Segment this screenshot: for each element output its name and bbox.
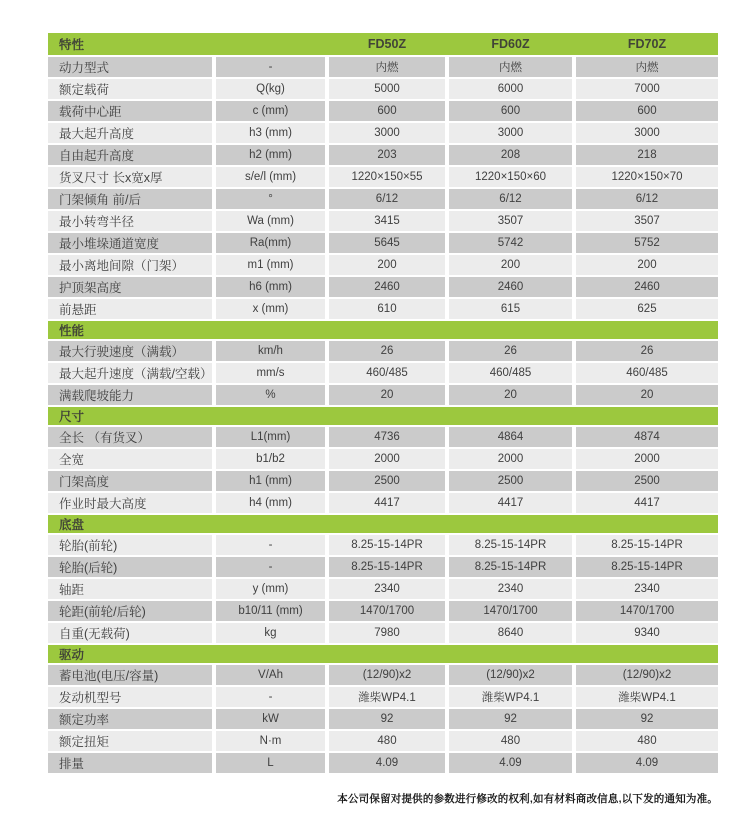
row-value-0: 8.25-15-14PR bbox=[329, 535, 445, 555]
row-value-0: 2500 bbox=[329, 471, 445, 491]
row-unit: - bbox=[216, 57, 325, 77]
row-value-1: 208 bbox=[449, 145, 572, 165]
row-label: 载荷中心距 bbox=[48, 101, 212, 121]
section-header: 尺寸 bbox=[48, 407, 718, 425]
table-row bbox=[48, 101, 718, 121]
row-unit: h6 (mm) bbox=[216, 277, 325, 297]
row-value-2: 4874 bbox=[576, 427, 718, 447]
row-value-1: 600 bbox=[449, 101, 572, 121]
row-unit: km/h bbox=[216, 341, 325, 361]
row-value-1: 潍柴WP4.1 bbox=[449, 687, 572, 707]
row-value-2: 26 bbox=[576, 341, 718, 361]
table-row bbox=[48, 255, 718, 275]
row-value-2: 1470/1700 bbox=[576, 601, 718, 621]
row-unit: % bbox=[216, 385, 325, 405]
row-label: 最大起升高度 bbox=[48, 123, 212, 143]
table-row bbox=[48, 665, 718, 685]
row-unit: c (mm) bbox=[216, 101, 325, 121]
row-value-0: 4.09 bbox=[329, 753, 445, 773]
row-label: 货叉尺寸 长x宽x厚 bbox=[48, 167, 212, 187]
row-label: 最小转弯半径 bbox=[48, 211, 212, 231]
row-unit: Ra(mm) bbox=[216, 233, 325, 253]
table-row bbox=[48, 427, 718, 447]
row-unit: ° bbox=[216, 189, 325, 209]
row-value-0: 200 bbox=[329, 255, 445, 275]
row-value-1: 2000 bbox=[449, 449, 572, 469]
row-unit: y (mm) bbox=[216, 579, 325, 599]
row-label: 自重(无载荷) bbox=[48, 623, 212, 643]
row-value-1: 4864 bbox=[449, 427, 572, 447]
table-row bbox=[48, 299, 718, 319]
row-value-0: 4736 bbox=[329, 427, 445, 447]
row-value-0: 203 bbox=[329, 145, 445, 165]
table-row bbox=[48, 189, 718, 209]
row-value-1: 8.25-15-14PR bbox=[449, 535, 572, 555]
row-unit: - bbox=[216, 687, 325, 707]
row-value-1: 6000 bbox=[449, 79, 572, 99]
table-row bbox=[48, 623, 718, 643]
table-row bbox=[48, 385, 718, 405]
table-row bbox=[48, 145, 718, 165]
row-unit: - bbox=[216, 557, 325, 577]
row-value-0: 600 bbox=[329, 101, 445, 121]
row-unit: h3 (mm) bbox=[216, 123, 325, 143]
row-label: 全长 （有货叉） bbox=[48, 427, 212, 447]
row-value-1: 2340 bbox=[449, 579, 572, 599]
row-value-2: 2500 bbox=[576, 471, 718, 491]
row-unit: L1(mm) bbox=[216, 427, 325, 447]
row-value-0: 5645 bbox=[329, 233, 445, 253]
row-unit: m1 (mm) bbox=[216, 255, 325, 275]
row-unit: Wa (mm) bbox=[216, 211, 325, 231]
row-unit: h1 (mm) bbox=[216, 471, 325, 491]
table-header-row bbox=[48, 33, 718, 55]
row-label: 满载爬坡能力 bbox=[48, 385, 212, 405]
row-value-0: 2460 bbox=[329, 277, 445, 297]
row-unit: N·m bbox=[216, 731, 325, 751]
row-value-1: 3000 bbox=[449, 123, 572, 143]
row-label: 最大行驶速度（满载） bbox=[48, 341, 212, 361]
row-value-0: 3000 bbox=[329, 123, 445, 143]
row-value-0: 610 bbox=[329, 299, 445, 319]
row-value-2: 2460 bbox=[576, 277, 718, 297]
row-value-0: 20 bbox=[329, 385, 445, 405]
table-row bbox=[48, 341, 718, 361]
table-row bbox=[48, 449, 718, 469]
row-value-1: 2460 bbox=[449, 277, 572, 297]
header-model-fd60z: FD60Z bbox=[491, 37, 530, 51]
row-unit: kg bbox=[216, 623, 325, 643]
row-value-2: 5752 bbox=[576, 233, 718, 253]
row-label: 轮胎(前轮) bbox=[48, 535, 212, 555]
row-unit: b10/11 (mm) bbox=[216, 601, 325, 621]
row-value-2: 8.25-15-14PR bbox=[576, 535, 718, 555]
table-row bbox=[48, 211, 718, 231]
row-label: 轴距 bbox=[48, 579, 212, 599]
table-row bbox=[48, 601, 718, 621]
spec-table-body bbox=[48, 57, 718, 773]
row-value-2: 内燃 bbox=[576, 57, 718, 77]
row-label: 额定功率 bbox=[48, 709, 212, 729]
row-value-2: 3507 bbox=[576, 211, 718, 231]
row-unit: x (mm) bbox=[216, 299, 325, 319]
row-label: 动力型式 bbox=[48, 57, 212, 77]
row-unit: V/Ah bbox=[216, 665, 325, 685]
row-value-1: (12/90)x2 bbox=[449, 665, 572, 685]
table-row bbox=[48, 167, 718, 187]
row-label: 轮距(前轮/后轮) bbox=[48, 601, 212, 621]
row-value-1: 4.09 bbox=[449, 753, 572, 773]
row-value-0: 潍柴WP4.1 bbox=[329, 687, 445, 707]
row-value-2: 4.09 bbox=[576, 753, 718, 773]
row-label: 发动机型号 bbox=[48, 687, 212, 707]
row-value-1: 2500 bbox=[449, 471, 572, 491]
row-value-0: 1220×150×55 bbox=[329, 167, 445, 187]
row-label: 额定载荷 bbox=[48, 79, 212, 99]
row-value-1: 1470/1700 bbox=[449, 601, 572, 621]
row-value-2: 6/12 bbox=[576, 189, 718, 209]
table-row bbox=[48, 753, 718, 773]
row-label: 排量 bbox=[48, 753, 212, 773]
row-label: 最大起升速度（满载/空载） bbox=[48, 363, 212, 383]
row-unit: kW bbox=[216, 709, 325, 729]
row-value-2: 460/485 bbox=[576, 363, 718, 383]
header-feature-label: 特性 bbox=[59, 38, 85, 52]
row-unit: s/e/l (mm) bbox=[216, 167, 325, 187]
row-value-0: 2340 bbox=[329, 579, 445, 599]
table-row bbox=[48, 731, 718, 751]
row-value-0: 1470/1700 bbox=[329, 601, 445, 621]
spec-sheet bbox=[48, 33, 718, 775]
row-value-0: 5000 bbox=[329, 79, 445, 99]
row-value-1: 8.25-15-14PR bbox=[449, 557, 572, 577]
row-value-0: 2000 bbox=[329, 449, 445, 469]
row-value-1: 92 bbox=[449, 709, 572, 729]
row-value-2: 2000 bbox=[576, 449, 718, 469]
table-row bbox=[48, 709, 718, 729]
row-unit: b1/b2 bbox=[216, 449, 325, 469]
row-label: 最小离地间隙（门架） bbox=[48, 255, 212, 275]
row-value-1: 8640 bbox=[449, 623, 572, 643]
row-label: 门架倾角 前/后 bbox=[48, 189, 212, 209]
row-value-2: 8.25-15-14PR bbox=[576, 557, 718, 577]
row-value-0: 480 bbox=[329, 731, 445, 751]
row-value-1: 内燃 bbox=[449, 57, 572, 77]
row-value-2: 2340 bbox=[576, 579, 718, 599]
row-value-2: (12/90)x2 bbox=[576, 665, 718, 685]
row-value-0: 92 bbox=[329, 709, 445, 729]
header-model-fd70z: FD70Z bbox=[627, 37, 667, 51]
table-row bbox=[48, 493, 718, 513]
table-row bbox=[48, 687, 718, 707]
row-label: 前悬距 bbox=[48, 299, 212, 319]
row-label: 轮胎(后轮) bbox=[48, 557, 212, 577]
row-value-2: 200 bbox=[576, 255, 718, 275]
row-label: 护顶架高度 bbox=[48, 277, 212, 297]
section-header: 底盘 bbox=[48, 515, 718, 533]
row-value-1: 460/485 bbox=[449, 363, 572, 383]
row-value-2: 600 bbox=[576, 101, 718, 121]
header-unit-spacer bbox=[216, 33, 325, 55]
row-unit: h4 (mm) bbox=[216, 493, 325, 513]
row-value-1: 1220×150×60 bbox=[449, 167, 572, 187]
row-value-1: 3507 bbox=[449, 211, 572, 231]
table-row bbox=[48, 57, 718, 77]
header-model-fd50z: FD50Z bbox=[367, 37, 407, 51]
table-row bbox=[48, 471, 718, 491]
row-value-0: (12/90)x2 bbox=[329, 665, 445, 685]
row-value-2: 4417 bbox=[576, 493, 718, 513]
row-value-1: 20 bbox=[449, 385, 572, 405]
row-unit: - bbox=[216, 535, 325, 555]
row-value-0: 内燃 bbox=[329, 57, 445, 77]
row-label: 额定扭矩 bbox=[48, 731, 212, 751]
table-row bbox=[48, 233, 718, 253]
row-value-2: 7000 bbox=[576, 79, 718, 99]
table-row bbox=[48, 277, 718, 297]
row-value-2: 20 bbox=[576, 385, 718, 405]
row-value-0: 4417 bbox=[329, 493, 445, 513]
row-value-1: 615 bbox=[449, 299, 572, 319]
row-label: 自由起升高度 bbox=[48, 145, 212, 165]
table-row bbox=[48, 579, 718, 599]
row-value-2: 3000 bbox=[576, 123, 718, 143]
row-label: 蓄电池(电压/容量) bbox=[48, 665, 212, 685]
row-value-1: 480 bbox=[449, 731, 572, 751]
row-value-2: 625 bbox=[576, 299, 718, 319]
row-value-1: 4417 bbox=[449, 493, 572, 513]
table-row bbox=[48, 535, 718, 555]
row-value-2: 9340 bbox=[576, 623, 718, 643]
row-unit: Q(kg) bbox=[216, 79, 325, 99]
row-value-1: 6/12 bbox=[449, 189, 572, 209]
row-value-0: 26 bbox=[329, 341, 445, 361]
row-value-0: 3415 bbox=[329, 211, 445, 231]
row-value-1: 26 bbox=[449, 341, 572, 361]
row-value-0: 6/12 bbox=[329, 189, 445, 209]
row-unit: mm/s bbox=[216, 363, 325, 383]
row-unit: L bbox=[216, 753, 325, 773]
section-header: 驱动 bbox=[48, 645, 718, 663]
table-row bbox=[48, 363, 718, 383]
row-value-1: 200 bbox=[449, 255, 572, 275]
table-row bbox=[48, 79, 718, 99]
row-label: 门架高度 bbox=[48, 471, 212, 491]
disclaimer-text: 本公司保留对提供的参数进行修改的权利,如有材料商改信息,以下发的通知为准。 bbox=[337, 793, 718, 805]
row-value-0: 7980 bbox=[329, 623, 445, 643]
row-value-0: 8.25-15-14PR bbox=[329, 557, 445, 577]
row-value-2: 92 bbox=[576, 709, 718, 729]
row-label: 作业时最大高度 bbox=[48, 493, 212, 513]
row-value-0: 460/485 bbox=[329, 363, 445, 383]
section-header: 性能 bbox=[48, 321, 718, 339]
table-row bbox=[48, 557, 718, 577]
row-value-2: 1220×150×70 bbox=[576, 167, 718, 187]
table-row bbox=[48, 123, 718, 143]
row-value-2: 潍柴WP4.1 bbox=[576, 687, 718, 707]
row-value-2: 218 bbox=[576, 145, 718, 165]
row-value-1: 5742 bbox=[449, 233, 572, 253]
row-label: 全宽 bbox=[48, 449, 212, 469]
row-label: 最小堆垛通道宽度 bbox=[48, 233, 212, 253]
row-value-2: 480 bbox=[576, 731, 718, 751]
row-unit: h2 (mm) bbox=[216, 145, 325, 165]
